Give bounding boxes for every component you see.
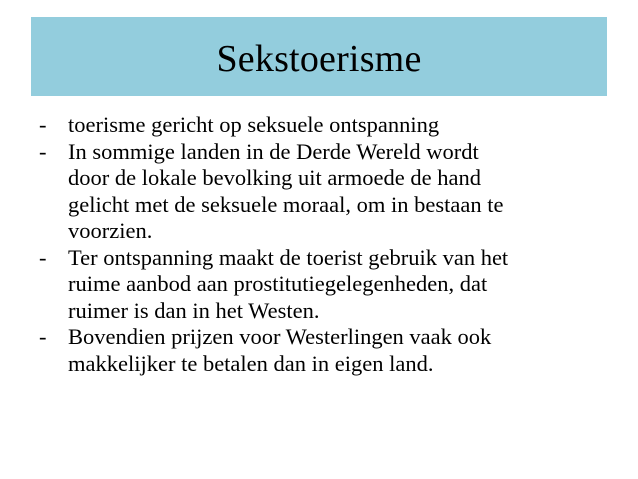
bullet-item xyxy=(39,139,609,245)
bullet-line: In sommige landen in de Derde Wereld wordt xyxy=(68,138,479,164)
bullet-list xyxy=(39,112,609,377)
bullet-item xyxy=(39,245,609,325)
bullet-line: ruimer is dan in het Westen. xyxy=(68,297,320,323)
title-band xyxy=(31,17,607,96)
bullet-item xyxy=(39,112,609,139)
bullet-item xyxy=(39,324,609,377)
bullet-dash: - xyxy=(39,112,47,137)
bullet-line: makkelijker te betalen dan in eigen land. xyxy=(68,350,434,376)
bullet-dash: - xyxy=(39,138,47,164)
slide-title: Sekstoerisme xyxy=(216,37,422,80)
bullet-dash: - xyxy=(39,244,47,270)
bullet-line: Ter ontspanning maakt de toerist gebruik van het xyxy=(68,244,509,270)
bullet-line: toerisme gericht op seksuele ontspanning xyxy=(68,112,440,137)
bullet-dash: - xyxy=(39,324,47,349)
bullet-line: gelicht met de seksuele moraal, om in bestaan te xyxy=(68,191,504,217)
bullet-line: Bovendien prijzen voor Westerlingen vaak ook xyxy=(68,324,492,349)
bullet-line: voorzien. xyxy=(68,218,153,243)
bullet-line: door de lokale bevolking uit armoede de hand xyxy=(68,165,481,190)
bullet-line: ruime aanbod aan prostitutiegelegenheden, dat xyxy=(68,271,488,296)
